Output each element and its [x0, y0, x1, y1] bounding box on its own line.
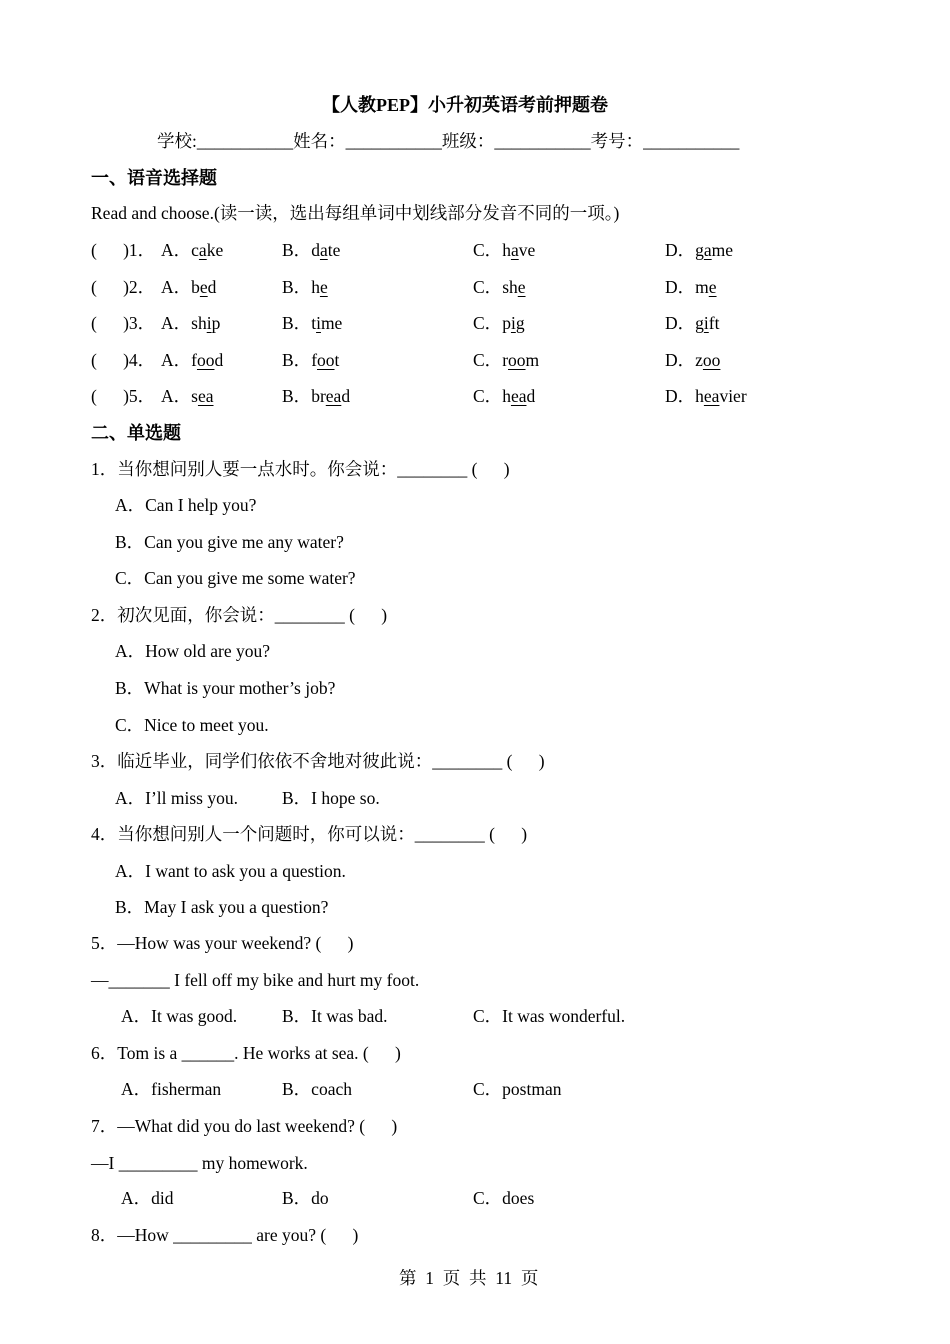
phonics-q3-option-d[interactable] — [665, 312, 719, 334]
question-8-stem: 8．—How _________ are you? ( ) — [91, 1225, 359, 1245]
option-label: D． — [665, 386, 696, 406]
phonics-q1-option-b[interactable] — [282, 239, 340, 261]
phonics-q4-option-d[interactable] — [665, 349, 720, 371]
section1-heading: 一、语音选择题 — [91, 168, 217, 188]
phonics-q1-number: ( )1． — [91, 240, 156, 260]
word-part: sh — [191, 313, 207, 333]
underlined-letters: ea — [703, 386, 720, 406]
phonics-q1-option-c[interactable] — [473, 239, 535, 261]
word-part: me — [320, 313, 343, 333]
word-part: m — [525, 350, 540, 370]
word-part: ve — [518, 240, 536, 260]
question-3-option-b[interactable]: B．I hope so. — [282, 788, 380, 808]
underlined-letters: e — [319, 277, 328, 297]
question-4-option-a[interactable]: A．I want to ask you a question. — [115, 861, 346, 881]
underlined-letters: e — [199, 277, 208, 297]
question-5-option-a[interactable]: A．It was good. — [121, 1006, 238, 1026]
question-6-option-a[interactable]: A．fisherman — [121, 1079, 222, 1099]
word-part: f — [311, 350, 318, 370]
option-label: A． — [161, 386, 192, 406]
word-part: ke — [206, 240, 224, 260]
word-part: h — [502, 386, 511, 406]
question-2-option-c[interactable]: C．Nice to meet you. — [115, 715, 269, 735]
question-1-option-c[interactable]: C．Can you give me some water? — [115, 568, 356, 588]
word-part: t — [311, 313, 317, 333]
word-part: g — [695, 240, 704, 260]
word-part: d — [341, 386, 351, 406]
option-label: A． — [161, 240, 192, 260]
word-part: r — [502, 350, 509, 370]
word-part: h — [502, 240, 511, 260]
phonics-q5-option-b[interactable] — [282, 385, 350, 407]
word-part: c — [191, 240, 199, 260]
question-3-option-a[interactable]: A．I’ll miss you. — [115, 788, 238, 808]
word-part: g — [515, 313, 525, 333]
word-part: s — [191, 386, 198, 406]
option-label: A． — [161, 350, 192, 370]
question-6-stem: 6．Tom is a ______. He works at sea. ( ) — [91, 1043, 401, 1063]
underlined-letters: oo — [702, 350, 721, 370]
phonics-q2-option-c[interactable] — [473, 276, 526, 298]
word-part: p — [502, 313, 511, 333]
underlined-letters: i — [206, 313, 212, 333]
underlined-letters: ea — [325, 386, 342, 406]
word-part: b — [191, 277, 200, 297]
word-part: h — [695, 386, 704, 406]
option-label: D． — [665, 277, 696, 297]
phonics-q2-option-b[interactable] — [282, 276, 328, 298]
underlined-letters: e — [517, 277, 526, 297]
word-part: d — [526, 386, 536, 406]
word-part: vier — [719, 386, 747, 406]
phonics-q4-option-b[interactable] — [282, 349, 339, 371]
phonics-q3-option-c[interactable] — [473, 312, 525, 334]
question-2-option-a[interactable]: A．How old are you? — [115, 641, 271, 661]
phonics-q4-number: ( )4． — [91, 350, 156, 370]
question-4-option-b[interactable]: B．May I ask you a question? — [115, 897, 329, 917]
underlined-letters: oo — [317, 350, 335, 370]
phonics-q1-option-d[interactable] — [665, 239, 733, 261]
underlined-letters: e — [708, 277, 717, 297]
word-part: d — [214, 350, 224, 370]
question-2-option-b[interactable]: B．What is your mother’s job? — [115, 678, 336, 698]
phonics-q3-option-a[interactable] — [161, 312, 220, 334]
word-part: f — [191, 350, 197, 370]
word-part: ft — [708, 313, 720, 333]
underlined-letters: i — [316, 313, 321, 333]
underlined-letters: oo — [196, 350, 215, 370]
word-part: p — [211, 313, 221, 333]
question-3-stem: 3．临近毕业，同学们依依不舍地对彼此说：________ ( ) — [91, 751, 545, 771]
phonics-q4-option-a[interactable] — [161, 349, 223, 371]
underlined-letters: i — [703, 313, 709, 333]
option-label: B． — [282, 350, 312, 370]
question-1-option-b[interactable]: B．Can you give me any water? — [115, 532, 344, 552]
option-label: C． — [473, 350, 503, 370]
word-part: d — [207, 277, 217, 297]
underlined-letters: ea — [510, 386, 527, 406]
word-part: z — [695, 350, 703, 370]
question-2-stem: 2．初次见面，你会说：________ ( ) — [91, 605, 388, 625]
question-7-option-a[interactable]: A．did — [121, 1188, 174, 1208]
question-1-stem: 1．当你想问别人要一点水时。你会说：________ ( ) — [91, 459, 510, 479]
word-part: m — [695, 277, 709, 297]
option-label: B． — [282, 386, 312, 406]
question-7-dialogue: —I _________ my homework. — [91, 1153, 308, 1173]
underlined-letters: a — [510, 240, 519, 260]
question-4-stem: 4．当你想问别人一个问题时，你可以说：________ ( ) — [91, 824, 528, 844]
phonics-q2-option-a[interactable] — [161, 276, 216, 298]
phonics-q3-option-b[interactable] — [282, 312, 342, 334]
word-part: g — [695, 313, 704, 333]
option-label: C． — [473, 277, 503, 297]
question-7-option-b[interactable]: B．do — [282, 1188, 329, 1208]
phonics-q5-option-c[interactable] — [473, 385, 535, 407]
option-label: A． — [161, 313, 192, 333]
question-1-option-a[interactable]: A．Can I help you? — [115, 495, 257, 515]
phonics-q3-number: ( )3． — [91, 313, 156, 333]
question-6-option-c[interactable]: C．postman — [473, 1079, 562, 1099]
student-info-line: 学校:___________姓名：___________班级：___________考号：___________ — [157, 131, 740, 151]
option-label: C． — [473, 313, 503, 333]
underlined-letters: i — [510, 313, 516, 333]
option-label: B． — [282, 313, 312, 333]
section2-heading: 二、单选题 — [91, 423, 181, 443]
underlined-letters: a — [319, 240, 328, 260]
word-part: d — [311, 240, 320, 260]
option-label: D． — [665, 313, 696, 333]
question-5-stem: 5．—How was your weekend? ( ) — [91, 933, 354, 953]
word-part: te — [327, 240, 341, 260]
word-part: sh — [502, 277, 518, 297]
option-label: A． — [161, 277, 192, 297]
word-part: me — [711, 240, 734, 260]
option-label: C． — [473, 240, 503, 260]
phonics-q5-option-a[interactable] — [161, 385, 214, 407]
question-5-option-c[interactable]: C．It was wonderful. — [473, 1006, 626, 1026]
word-part: t — [334, 350, 340, 370]
question-5-option-b[interactable]: B．It was bad. — [282, 1006, 388, 1026]
option-label: D． — [665, 350, 696, 370]
question-7-stem: 7．—What did you do last weekend? ( ) — [91, 1116, 398, 1136]
word-part: h — [311, 277, 320, 297]
option-label: B． — [282, 277, 312, 297]
option-label: C． — [473, 386, 503, 406]
underlined-letters: ea — [197, 386, 214, 406]
page-footer: 第 1 页 共 11 页 — [399, 1268, 539, 1288]
phonics-q2-option-d[interactable] — [665, 276, 717, 298]
word-part: br — [311, 386, 326, 406]
phonics-q5-number: ( )5． — [91, 386, 156, 406]
question-7-option-c[interactable]: C．does — [473, 1188, 535, 1208]
section1-instruction: Read and choose.(读一读，选出每组单词中划线部分发音不同的一项。) — [91, 203, 620, 223]
phonics-q4-option-c[interactable] — [473, 349, 539, 371]
underlined-letters: a — [703, 240, 712, 260]
phonics-q1-option-a[interactable] — [161, 239, 223, 261]
phonics-q5-option-d[interactable] — [665, 385, 747, 407]
question-6-option-b[interactable]: B．coach — [282, 1079, 352, 1099]
underlined-letters: oo — [508, 350, 526, 370]
underlined-letters: a — [198, 240, 207, 260]
option-label: B． — [282, 240, 312, 260]
question-5-dialogue: —_______ I fell off my bike and hurt my foot. — [91, 970, 420, 990]
phonics-q2-number: ( )2． — [91, 277, 156, 297]
page-title: 【人教PEP】小升初英语考前押题卷 — [322, 95, 608, 115]
option-label: D． — [665, 240, 696, 260]
